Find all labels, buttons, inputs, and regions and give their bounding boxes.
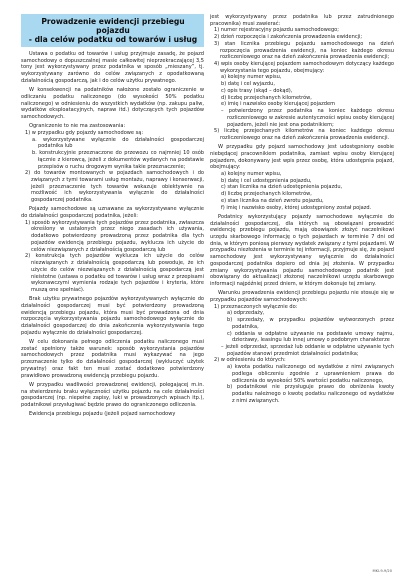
right-paragraph: f) imię i nazwisko osoby, której udostępniony został pojazd.: [221, 204, 372, 211]
left-paragraph: 2) do towarów montowanych w pojazdach samochodowych i do związanych z tymi towarami usług montażu, naprawy i konserwacji, jeżeli przeznaczenie tych towarów wskazuje obiektywnie na możliwość ich wykorzystywania wyłącznie do działalności gospodarczej podatnika.: [25, 170, 204, 204]
right-paragraph: a) kolejny numer wpisu,: [221, 171, 282, 178]
right-paragraph: e) stan licznika na dzień zwrotu pojazdu,: [221, 197, 324, 204]
right-paragraph: – potwierdzony przez podatnika na koniec każdego okresu rozliczeniowego w zakresie autentyczności wpisu osoby kierującej pojazdem, jeżeli nie jest ona podatnikiem;: [221, 108, 394, 128]
page-footer-code: MKI-9-9/20: [372, 569, 392, 573]
right-paragraph: 1) numer rejestracyjny pojazdu samochodowego;: [214, 27, 339, 34]
right-paragraph: 4) wpis osoby kierującej pojazdem samochodowym dotyczący każdego wykorzystania tego pojazdu, obejmujący:: [214, 61, 394, 74]
left-paragraph: b. konstrukcyjnie przeznaczone do przewozu co najmniej 10 osób łącznie z kierowcą, jeżeli z dokumentów wydanych na podstawie przepisów o ruchu drogowym wynika takie przeznaczenie;: [32, 150, 204, 170]
left-paragraph: 1) sposób wykorzystywania tych pojazdów przez podatnika, zwłaszcza określony w ustalonych przez niego zasadach ich używania, dodatkowo potwierdzony prowadzoną przez podatnika dla tych pojazdów ewidencją przebiegu pojazdu, wyklucza ich użycie do celów niezwiązanych z działalnością gospodarczą lub: [25, 219, 204, 253]
left-paragraph: Ograniczenie to nie ma zastosowania:: [29, 123, 126, 130]
right-paragraph: c) oddania w odpłatne używanie na podstawie umowy najmu, dzierżawy, leasingu lub innej umowy o podobnym charakterze: [227, 330, 394, 344]
right-column: [210, 14, 394, 570]
left-paragraph: Pojazdy samochodowe są uznawane za wykorzystywane wyłącznie do działalności gospodarczej podatnika, jeżeli:: [21, 206, 204, 220]
left-paragraph: a. wykorzystywane wyłącznie do działalności gospodarczej podatnika lub: [32, 136, 204, 150]
right-paragraph: c) opis trasy (skąd – dokąd),: [221, 87, 293, 94]
right-paragraph: a) kwota podatku naliczonego od wydatków z nimi związanych podlega obliczeniu zgodnie z uprawnieniem prawa do odliczenia do wysokości 50% wartości podatku naliczonego,: [227, 364, 394, 384]
title-line-2: - dla celów podatku od towarów i usług: [28, 35, 198, 44]
left-paragraph: W celu dokonania pełnego odliczenia podatku naliczonego musi zostać spełniony także warunek: sposób wykorzystania pojazdów samochodowych przez podatnika musi wykazywać na jego przeznaczenie tylko do działalności gospodarczej (wykluczyć użytek prywatny) oraz fakt ten musi zostać dodatkowo potwierdzony prawidłowo prowadzoną ewidencją przebiegu pojazdu.: [21, 338, 204, 379]
right-paragraph: b) datę i cel udostępnienia pojazdu,: [221, 177, 312, 184]
right-paragraph: 3) stan licznika przebiegu pojazdu samochodowego na dzień rozpoczęcia prowadzenia ewidencji, na koniec każdego okresu rozliczeniowego oraz na dzień zakończenia prowadzenia ewidencji;: [214, 40, 394, 61]
title-banner: [21, 14, 204, 47]
left-column: [21, 14, 204, 570]
right-paragraph: b) podatnikowi nie przysługuje prawo do obniżenia kwoty podatku należnego o kwotę podatku naliczonego od wydatków z nimi związanych.: [227, 384, 394, 404]
right-paragraph: W przypadku gdy pojazd samochodowy jest udostępniony osobie niebędącej pracownikiem podatnika, zamiast wpisu osoby kierującej pojazdem, dokonywany jest wpis przez osobę, która udostępnia pojazd, obejmujący:: [210, 144, 394, 171]
left-paragraph: Brak użytku prywatnego pojazdów wykorzystywanych wyłącznie do działalności gospodarczej musi być potwierdzony prowadzoną ewidencją przebiegu pojazdu, która musi być prowadzona od dnia rozpoczęcia wykorzystywania pojazdu samochodowego wyłącznie do działalności gospodarczej do dnia zakończenia wykorzystywania tego pojazdu wyłącznie do działalności gospodarczej.: [21, 296, 204, 336]
right-paragraph: a) odprzedaży,: [227, 310, 265, 317]
left-paragraph: 2) konstrukcja tych pojazdów wyklucza ich użycie do celów niezwiązanych z działalnością gospodarczą lub powoduje, że ich użycie do celów niezwiązanych z działalnością gospodarczą jest nieistotne (ustawa o podatku od towarów i usług wraz z przepisami wykonawczymi wymienia rodzaje tych pojazdów i kryteria, które muszą one spełniać).: [25, 253, 204, 293]
right-paragraph: 1) przeznaczonych wyłącznie do:: [214, 303, 298, 310]
right-paragraph: Podatnicy wykorzystujący pojazdy samochodowe wyłącznie do działalności gospodarczej, dla których są obowiązani prowadzić ewidencję przebiegu pojazdu, mają obowiązek złożyć naczelnikowi urzędu skarbowego informację o tych pojazdach w terminie 7 dni od dnia, w którym poniosą pierwszy wydatek związany z tymi pojazdami. W przypadku niezłożenia w terminie tej informacji, przyjmuje się, że pojazd samochodowy jest wykorzystywany wyłącznie do działalności gospodarczej podatnika dopiero od dnia jej złożenia. W przypadku zmiany wykorzystywania pojazdu samochodowego podatnik jest obowiązany do aktualizacji złożonej naczelnikowi urzędu skarbowego informacji najpóźniej przed dniem, w którym dokonuje tej zmiany.: [210, 213, 394, 288]
right-paragraph: – jeżeli odprzedaż, sprzedaż lub oddanie w odpłatne używanie tych pojazdów stanowi przedmiot działalności podatnika;: [221, 344, 394, 357]
right-paragraph: d) liczbę przejechanych kilometrów,: [221, 94, 312, 101]
left-paragraph: Ewidencja przebiegu pojazdu (jeżeli pojazd samochodowy: [29, 411, 176, 418]
right-paragraph: b) datę i cel wyjazdu,: [221, 81, 275, 88]
title-line-1: Prowadzenie ewidencji przebiegu pojazdu: [41, 17, 185, 35]
left-paragraph: W konsekwencji na podatników nałożone zostało ograniczenie w odliczaniu podatku naliczonego (do wysokości 50% podatku naliczonego) w odniesieniu do wszystkich wydatków (np. zakupu paliw, wydatków eksploatacyjnych, napraw itd.) dotyczących tych pojazdów samochodowych.: [21, 87, 204, 120]
right-paragraph: a) kolejny numer wpisu,: [221, 74, 282, 81]
right-paragraph: d) liczbę przejechanych kilometrów,: [221, 191, 312, 198]
right-paragraph: c) stan licznika na dzień udostępnienia pojazdu,: [221, 184, 343, 191]
left-paragraph: 1) w przypadku gdy pojazdy samochodowe są:: [25, 129, 144, 136]
right-paragraph: 2) w odniesieniu do których:: [214, 357, 286, 364]
right-paragraph: Warunku prowadzenia ewidencji przebiegu pojazdu nie stosuje się w przypadku pojazdów samochodowych:: [210, 290, 394, 303]
right-paragraph: e) imię i nazwisko osoby kierującej pojazdem: [221, 101, 335, 108]
left-paragraph: Ustawa o podatku od towarów i usług przyjmuje zasadę, że pojazd samochodowy o dopuszczalnej masie całkowitej nieprzekraczającej 3,5 tony jest wykorzystywany przez podatnika w sposób „mieszany”, tj. wykorzystywany zarówno do celów związanych z opodatkowaną działalnością gospodarczą, jak i do celów użytku prywatnego.: [21, 51, 204, 84]
left-paragraph: W przypadku wadliwości prowadzonej ewidencji, polegającej m.in. na stwierdzeniu braku wyłączności użytku pojazdu na cele działalności gospodarczej (np. niepełne zapisy, luki w prowadzonych wpisach itp.), podatnikowi przysługiwać będzie prawo do ograniczonego odliczenia.: [21, 381, 204, 408]
right-paragraph: b) sprzedaży, w przypadku pojazdów wytworzonych przez podatnika,: [227, 317, 394, 330]
right-paragraph: 2) dzień rozpoczęcia i zakończenia prowadzenia ewidencji;: [214, 34, 363, 41]
right-paragraph: jest wykorzystywany przez podatnika lub przez zatrudnionego pracownika) musi zawierać:: [210, 14, 394, 27]
right-paragraph: 5) liczbę przejechanych kilometrów na koniec każdego okresu rozliczeniowego oraz na dzień zakończenia prowadzenia ewidencji.: [214, 128, 394, 141]
